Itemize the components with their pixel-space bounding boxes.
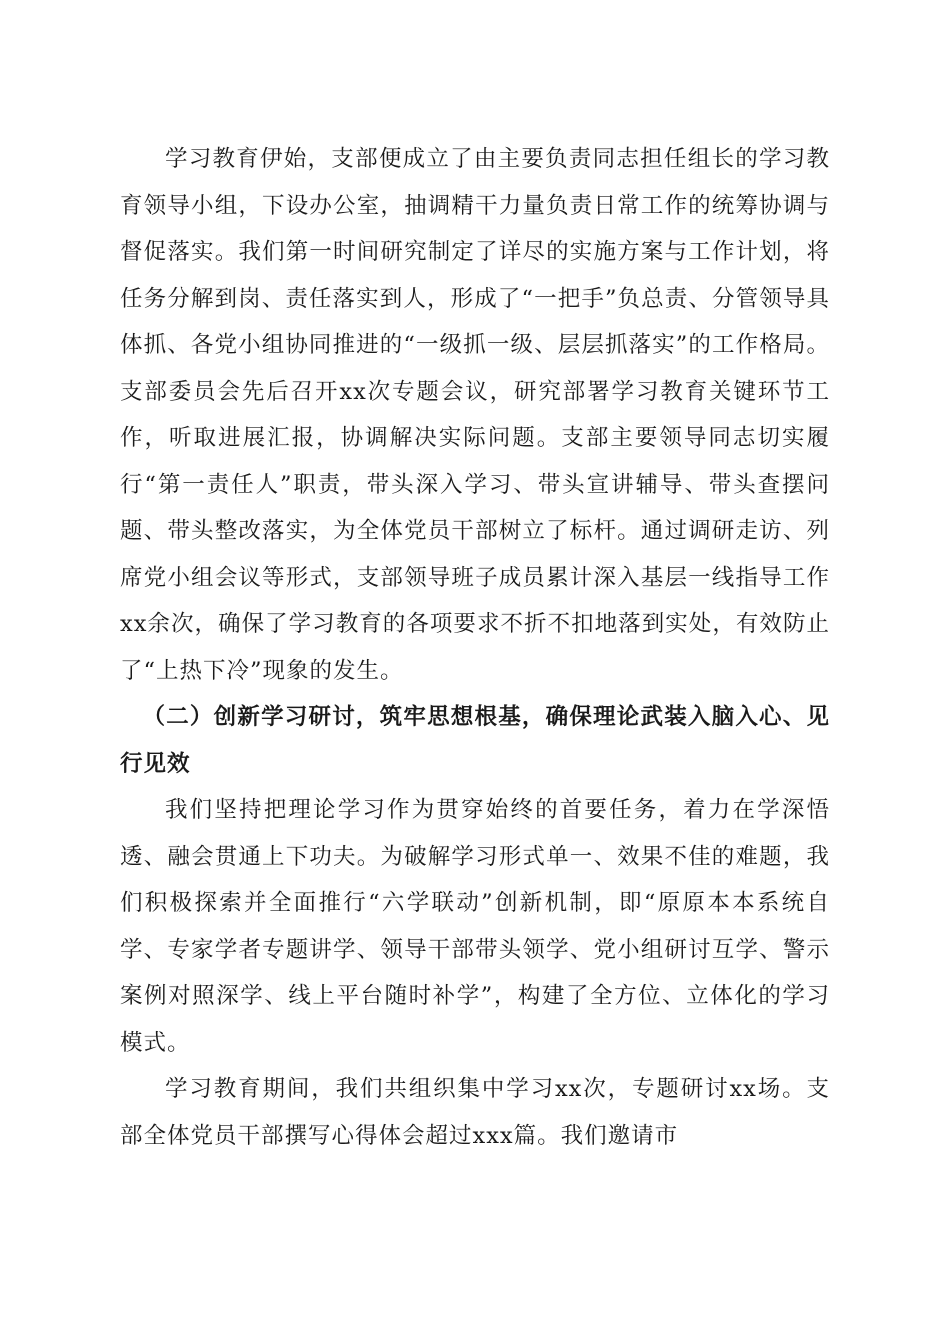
paragraph-leadership: 学习教育伊始，支部便成立了由主要负责同志担任组长的学习教育领导小组，下设办公室，抽调精干力量负责日常工作的统筹协调与督促落实。我们第一时间研究制定了详尽的实施方案与工作计划，将任务分解到岗、责任落实到人，形成了“一把手”负总责、分管领导具体抓、各党小组协同推进的“一级抓一级、层层抓落实”的工作格局。支部委员会先后召开xx次专题会议，研究部署学习教育关键环节工作，听取进展汇报，协调解决实际问题。支部主要领导同志切实履行“第一责任人”职责，带头深入学习、带头宣讲辅导、带头查摆问题、带头整改落实，为全体党员干部树立了标杆。通过调研走访、列席党小组会议等形式，支部领导班子成员累计深入基层一线指导工作xx余次，确保了学习教育的各项要求不折不扣地落到实处，有效防止了“上热下冷”现象的发生。 — [120, 146, 830, 684]
paragraph-study-stats: 学习教育期间，我们共组织集中学习xx次，专题研讨xx场。支部全体党员干部撰写心得体会超过xxx篇。我们邀请市 — [120, 1076, 830, 1149]
section-heading-2: （二）创新学习研讨，筑牢思想根基，确保理论武装入脑入心、见行见效 — [120, 704, 830, 777]
document-body — [120, 136, 830, 1159]
paragraph-study-mechanism: 我们坚持把理论学习作为贯穿始终的首要任务，着力在学深悟透、融会贯通上下功夫。为破解学习形式单一、效果不佳的难题，我们积极探索并全面推行“六学联动”创新机制，即“原原本本系统自学、专家学者专题讲学、领导干部带头领学、党小组研讨互学、警示案例对照深学、线上平台随时补学”，构建了全方位、立体化的学习模式。 — [120, 797, 830, 1056]
